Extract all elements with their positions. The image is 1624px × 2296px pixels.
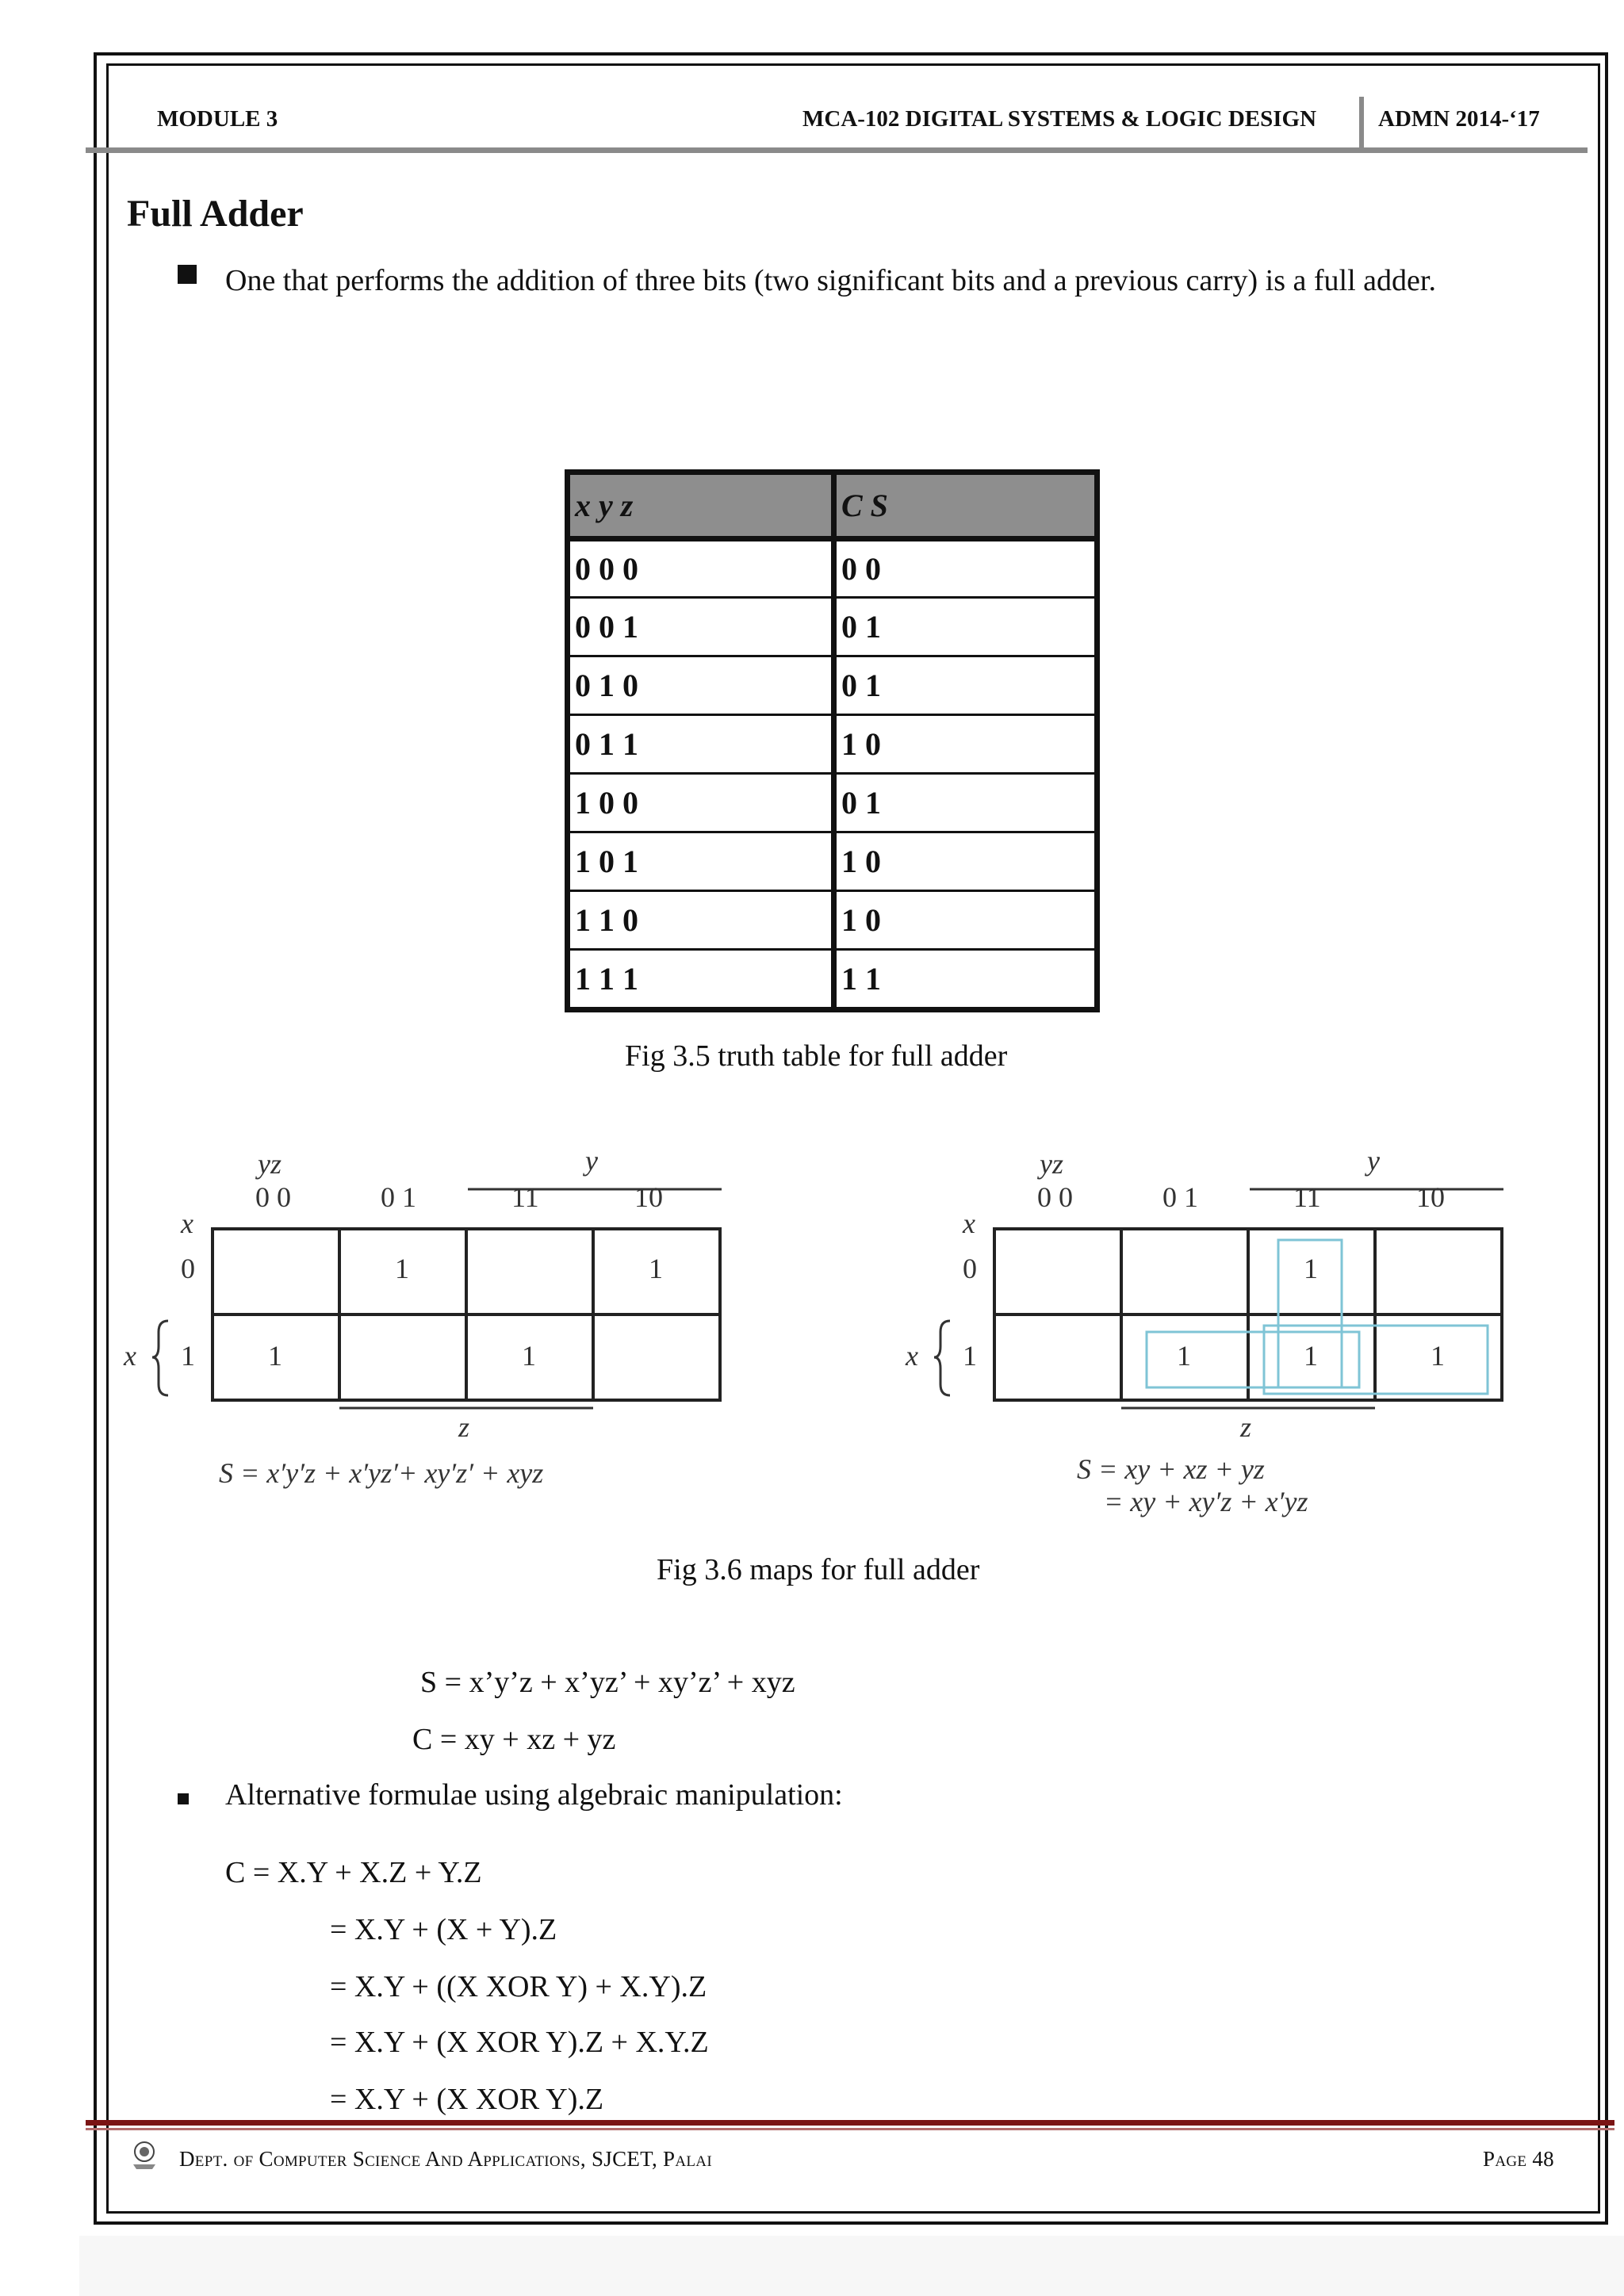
- college-logo-icon: [128, 2139, 160, 2171]
- section-title: Full Adder: [127, 193, 304, 235]
- table-row: [569, 656, 1096, 715]
- header-rule: [86, 147, 1588, 153]
- footer-rule-light: [86, 2128, 1614, 2130]
- kmap-col-label: 0 1: [1162, 1181, 1198, 1213]
- kmap-carry-equation-2: = xy + xy′z + x′yz: [1104, 1486, 1308, 1517]
- kmap-col-label: 11: [511, 1181, 539, 1213]
- kmap-cell: 1: [522, 1340, 536, 1372]
- kmap-cell: 1: [1304, 1253, 1318, 1284]
- derivation-line: = X.Y + (X XOR Y).Z: [330, 2083, 604, 2116]
- kmap-y-label: y: [1367, 1145, 1380, 1177]
- truth-table-header: [569, 474, 1096, 539]
- cell-outputs: 1 0: [834, 832, 1096, 891]
- cell-outputs: 1 1: [834, 950, 1096, 1008]
- table-row: [569, 539, 1096, 598]
- kmap-carry-equation-1: S = xy + xz + yz: [1077, 1453, 1265, 1485]
- kmap-x-side-label: x: [906, 1340, 918, 1372]
- kmap-row-label: 1: [963, 1340, 977, 1372]
- header-outputs: C S: [834, 474, 1096, 539]
- carry-equation: C = xy + xz + yz: [412, 1723, 616, 1756]
- table-row: [569, 715, 1096, 774]
- derivation-line: = X.Y + (X + Y).Z: [330, 1913, 557, 1946]
- footer-page-number: Page 48: [1483, 2147, 1554, 2171]
- table-row: [569, 832, 1096, 891]
- kmap-cell: 1: [268, 1340, 282, 1372]
- kmap-x-brace: [934, 1321, 950, 1395]
- truth-table: [568, 473, 1097, 1009]
- kmap-col-label: 10: [634, 1181, 663, 1213]
- table-row: [569, 891, 1096, 950]
- table-row: [569, 774, 1096, 832]
- header-divider: [1359, 97, 1364, 151]
- kmap-x-brace: [152, 1321, 168, 1395]
- cell-inputs: 1 1 1: [569, 950, 834, 1008]
- kmap-cell: 1: [395, 1253, 409, 1284]
- kmap-col-label: 11: [1293, 1181, 1321, 1213]
- kmap-row-label: 0: [963, 1253, 977, 1284]
- cell-outputs: 0 1: [834, 598, 1096, 656]
- kmap-sum-equation: S = x′y′z + x′yz′+ xy′z′ + xyz: [219, 1457, 544, 1489]
- page-inner-border: [106, 63, 1600, 2214]
- cell-inputs: 0 1 1: [569, 715, 834, 774]
- kmap-z-label: z: [1240, 1411, 1252, 1443]
- cell-inputs: 0 0 0: [569, 539, 834, 598]
- table-row: [569, 950, 1096, 1008]
- kmap-cell: 1: [1431, 1340, 1445, 1372]
- page-bottom-margin: [79, 2236, 1624, 2296]
- kmap-x-label: x: [963, 1207, 975, 1239]
- header-module: MODULE 3: [157, 106, 278, 132]
- cell-outputs: 0 0: [834, 539, 1096, 598]
- kmap-yz-label: yz: [1040, 1148, 1063, 1180]
- cell-outputs: 1 0: [834, 715, 1096, 774]
- kmap-cell: 1: [1177, 1340, 1191, 1372]
- cell-inputs: 0 0 1: [569, 598, 834, 656]
- header-course: MCA-102 DIGITAL SYSTEMS & LOGIC DESIGN: [802, 106, 1317, 132]
- table-row: [569, 598, 1096, 656]
- cell-outputs: 1 0: [834, 891, 1096, 950]
- kmap-x-label: x: [181, 1207, 193, 1239]
- kmap-carry: [901, 1142, 1503, 1538]
- kmap-sum: [119, 1142, 722, 1538]
- header-inputs: x y z: [569, 474, 834, 539]
- kmap-col-label: 0 0: [1037, 1181, 1073, 1213]
- kmap-yz-label: yz: [258, 1148, 282, 1180]
- cell-inputs: 1 0 0: [569, 774, 834, 832]
- cell-outputs: 0 1: [834, 656, 1096, 715]
- kmap-z-label: z: [458, 1411, 470, 1443]
- cell-inputs: 0 1 0: [569, 656, 834, 715]
- cell-inputs: 1 0 1: [569, 832, 834, 891]
- kmap-col-label: 0 0: [255, 1181, 291, 1213]
- derivation-line: = X.Y + (X XOR Y).Z + X.Y.Z: [330, 2026, 709, 2059]
- cell-inputs: 1 1 0: [569, 891, 834, 950]
- footer-rule: [86, 2120, 1614, 2126]
- header-admn: ADMN 2014-‘17: [1378, 106, 1540, 132]
- bullet-small-icon: [178, 1793, 189, 1804]
- kmap-col-label: 0 1: [381, 1181, 416, 1213]
- kmap-row-label: 0: [181, 1253, 195, 1284]
- bullet-square-icon: [178, 265, 197, 284]
- intro-text: One that performs the addition of three bits (two significant bits and a previous carry) is a full adder.: [225, 264, 1436, 297]
- alt-bullet-text: Alternative formulae using algebraic manipulation:: [225, 1778, 843, 1812]
- kmap-cell: 1: [1304, 1340, 1318, 1372]
- derivation-line: C = X.Y + X.Z + Y.Z: [225, 1856, 482, 1889]
- kmap-col-label: 10: [1416, 1181, 1445, 1213]
- cell-outputs: 0 1: [834, 774, 1096, 832]
- kmaps-caption: Fig 3.6 maps for full adder: [657, 1553, 980, 1586]
- derivation-line: = X.Y + ((X XOR Y) + X.Y).Z: [330, 1970, 707, 2003]
- truth-table-caption: Fig 3.5 truth table for full adder: [625, 1039, 1008, 1073]
- kmap-y-label: y: [585, 1145, 598, 1177]
- sum-equation: S = x’y’z + x’yz’ + xy’z’ + xyz: [420, 1666, 795, 1699]
- footer-dept: Dept. of Computer Science And Applications, SJCET, Palai: [179, 2147, 712, 2171]
- kmap-row-label: 1: [181, 1340, 195, 1372]
- kmap-x-side-label: x: [124, 1340, 136, 1372]
- kmap-cell: 1: [649, 1253, 663, 1284]
